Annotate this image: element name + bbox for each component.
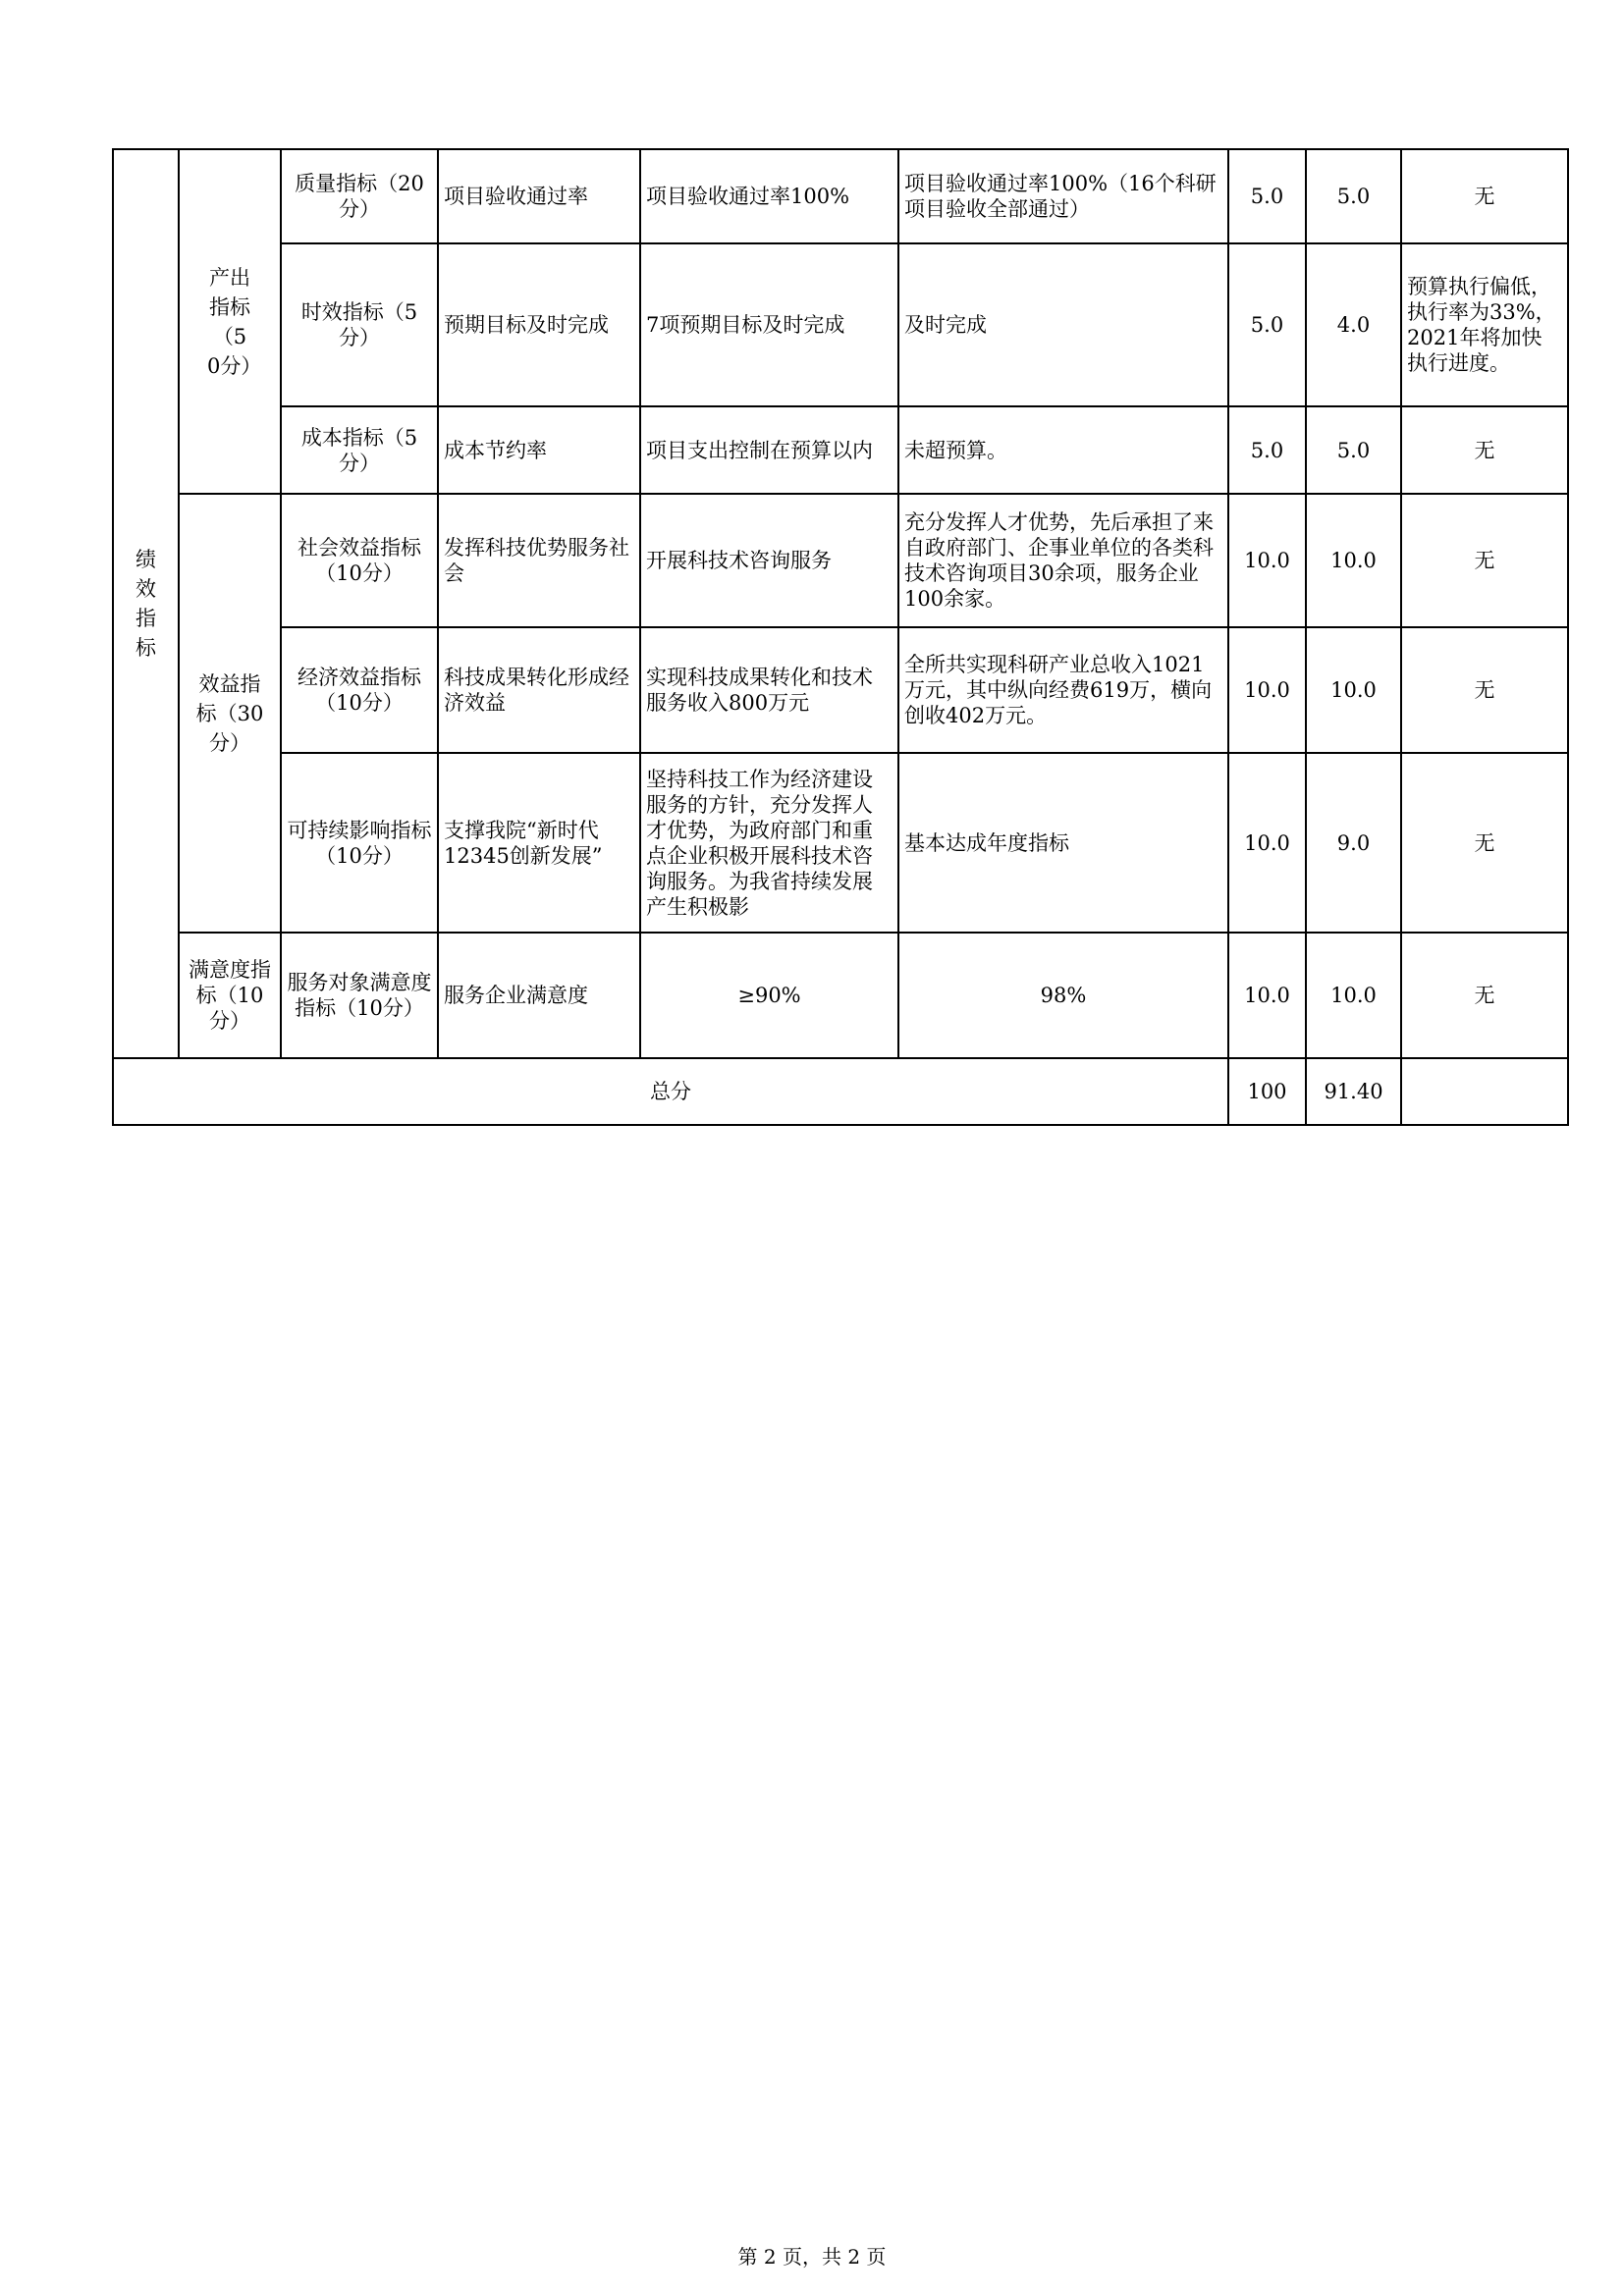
table-row: [113, 243, 1568, 406]
total-label-cell: 总分: [113, 1058, 1228, 1125]
actual-cell: 未超预算。: [898, 406, 1228, 494]
indicator-cell: 成本指标（5分）: [281, 406, 438, 494]
weight-cell: 5.0: [1228, 149, 1306, 243]
sub-indicator-cell: 成本节约率: [438, 406, 640, 494]
target-cell: 项目验收通过率100%: [640, 149, 898, 243]
note-cell: 无: [1401, 627, 1568, 753]
sub-indicator-cell: 支撑我院“新时代12345创新发展”: [438, 753, 640, 933]
actual-cell: 基本达成年度指标: [898, 753, 1228, 933]
score-cell: 5.0: [1306, 406, 1401, 494]
indicator-cell: 可持续影响指标（10分）: [281, 753, 438, 933]
actual-cell: 项目验收通过率100%（16个科研项目验收全部通过）: [898, 149, 1228, 243]
note-cell: 无: [1401, 494, 1568, 627]
total-score-cell: 91.40: [1306, 1058, 1401, 1125]
score-cell: 4.0: [1306, 243, 1401, 406]
actual-cell: 及时完成: [898, 243, 1228, 406]
target-cell: 坚持科技工作为经济建设服务的方针，充分发挥人才优势，为政府部门和重点企业积极开展科技术咨询服务。为我省持续发展产生积极影: [640, 753, 898, 933]
target-cell: 7项预期目标及时完成: [640, 243, 898, 406]
target-cell: 实现科技成果转化和技术服务收入800万元: [640, 627, 898, 753]
note-cell: 无: [1401, 933, 1568, 1058]
note-cell: 无: [1401, 406, 1568, 494]
score-cell: 10.0: [1306, 494, 1401, 627]
indicator-cell: 服务对象满意度指标（10分）: [281, 933, 438, 1058]
total-weight-cell: 100: [1228, 1058, 1306, 1125]
table-row: [113, 933, 1568, 1058]
sub-indicator-cell: 发挥科技优势服务社会: [438, 494, 640, 627]
indicator-cell: 时效指标（5分）: [281, 243, 438, 406]
output-label-cell: 产出指标（50分）: [179, 149, 281, 494]
sub-indicator-cell: 项目验收通过率: [438, 149, 640, 243]
sub-indicator-cell: 服务企业满意度: [438, 933, 640, 1058]
table-row: [113, 494, 1568, 627]
satisfaction-label-cell: 满意度指标（10分）: [179, 933, 281, 1058]
page-footer: 第 2 页，共 2 页: [737, 2245, 887, 2269]
table-row: [113, 753, 1568, 933]
total-row: [113, 1058, 1568, 1125]
sub-indicator-cell: 科技成果转化形成经济效益: [438, 627, 640, 753]
total-note-cell: [1401, 1058, 1568, 1125]
table-row: [113, 149, 1568, 243]
target-cell: 开展科技术咨询服务: [640, 494, 898, 627]
score-cell: 5.0: [1306, 149, 1401, 243]
indicator-cell: 社会效益指标（10分）: [281, 494, 438, 627]
target-cell: ≥90%: [640, 933, 898, 1058]
weight-cell: 10.0: [1228, 753, 1306, 933]
note-cell: 无: [1401, 149, 1568, 243]
note-cell: 预算执行偏低，执行率为33%，2021年将加快执行进度。: [1401, 243, 1568, 406]
table-row: [113, 627, 1568, 753]
sub-indicator-cell: 预期目标及时完成: [438, 243, 640, 406]
score-cell: 10.0: [1306, 627, 1401, 753]
note-cell: 无: [1401, 753, 1568, 933]
actual-cell: 充分发挥人才优势，先后承担了来自政府部门、企事业单位的各类科技术咨询项目30余项，服务企业100余家。: [898, 494, 1228, 627]
target-cell: 项目支出控制在预算以内: [640, 406, 898, 494]
weight-cell: 10.0: [1228, 494, 1306, 627]
score-cell: 10.0: [1306, 933, 1401, 1058]
indicator-cell: 经济效益指标（10分）: [281, 627, 438, 753]
weight-cell: 10.0: [1228, 933, 1306, 1058]
indicator-cell: 质量指标（20分）: [281, 149, 438, 243]
actual-cell: 全所共实现科研产业总收入1021万元，其中纵向经费619万，横向创收402万元。: [898, 627, 1228, 753]
weight-cell: 5.0: [1228, 406, 1306, 494]
group-label-cell: 绩效指标: [113, 149, 179, 1058]
weight-cell: 5.0: [1228, 243, 1306, 406]
actual-cell: 98%: [898, 933, 1228, 1058]
table-row: [113, 406, 1568, 494]
benefit-label-cell: 效益指标（30分）: [179, 494, 281, 933]
performance-table: [112, 148, 1569, 1126]
weight-cell: 10.0: [1228, 627, 1306, 753]
score-cell: 9.0: [1306, 753, 1401, 933]
